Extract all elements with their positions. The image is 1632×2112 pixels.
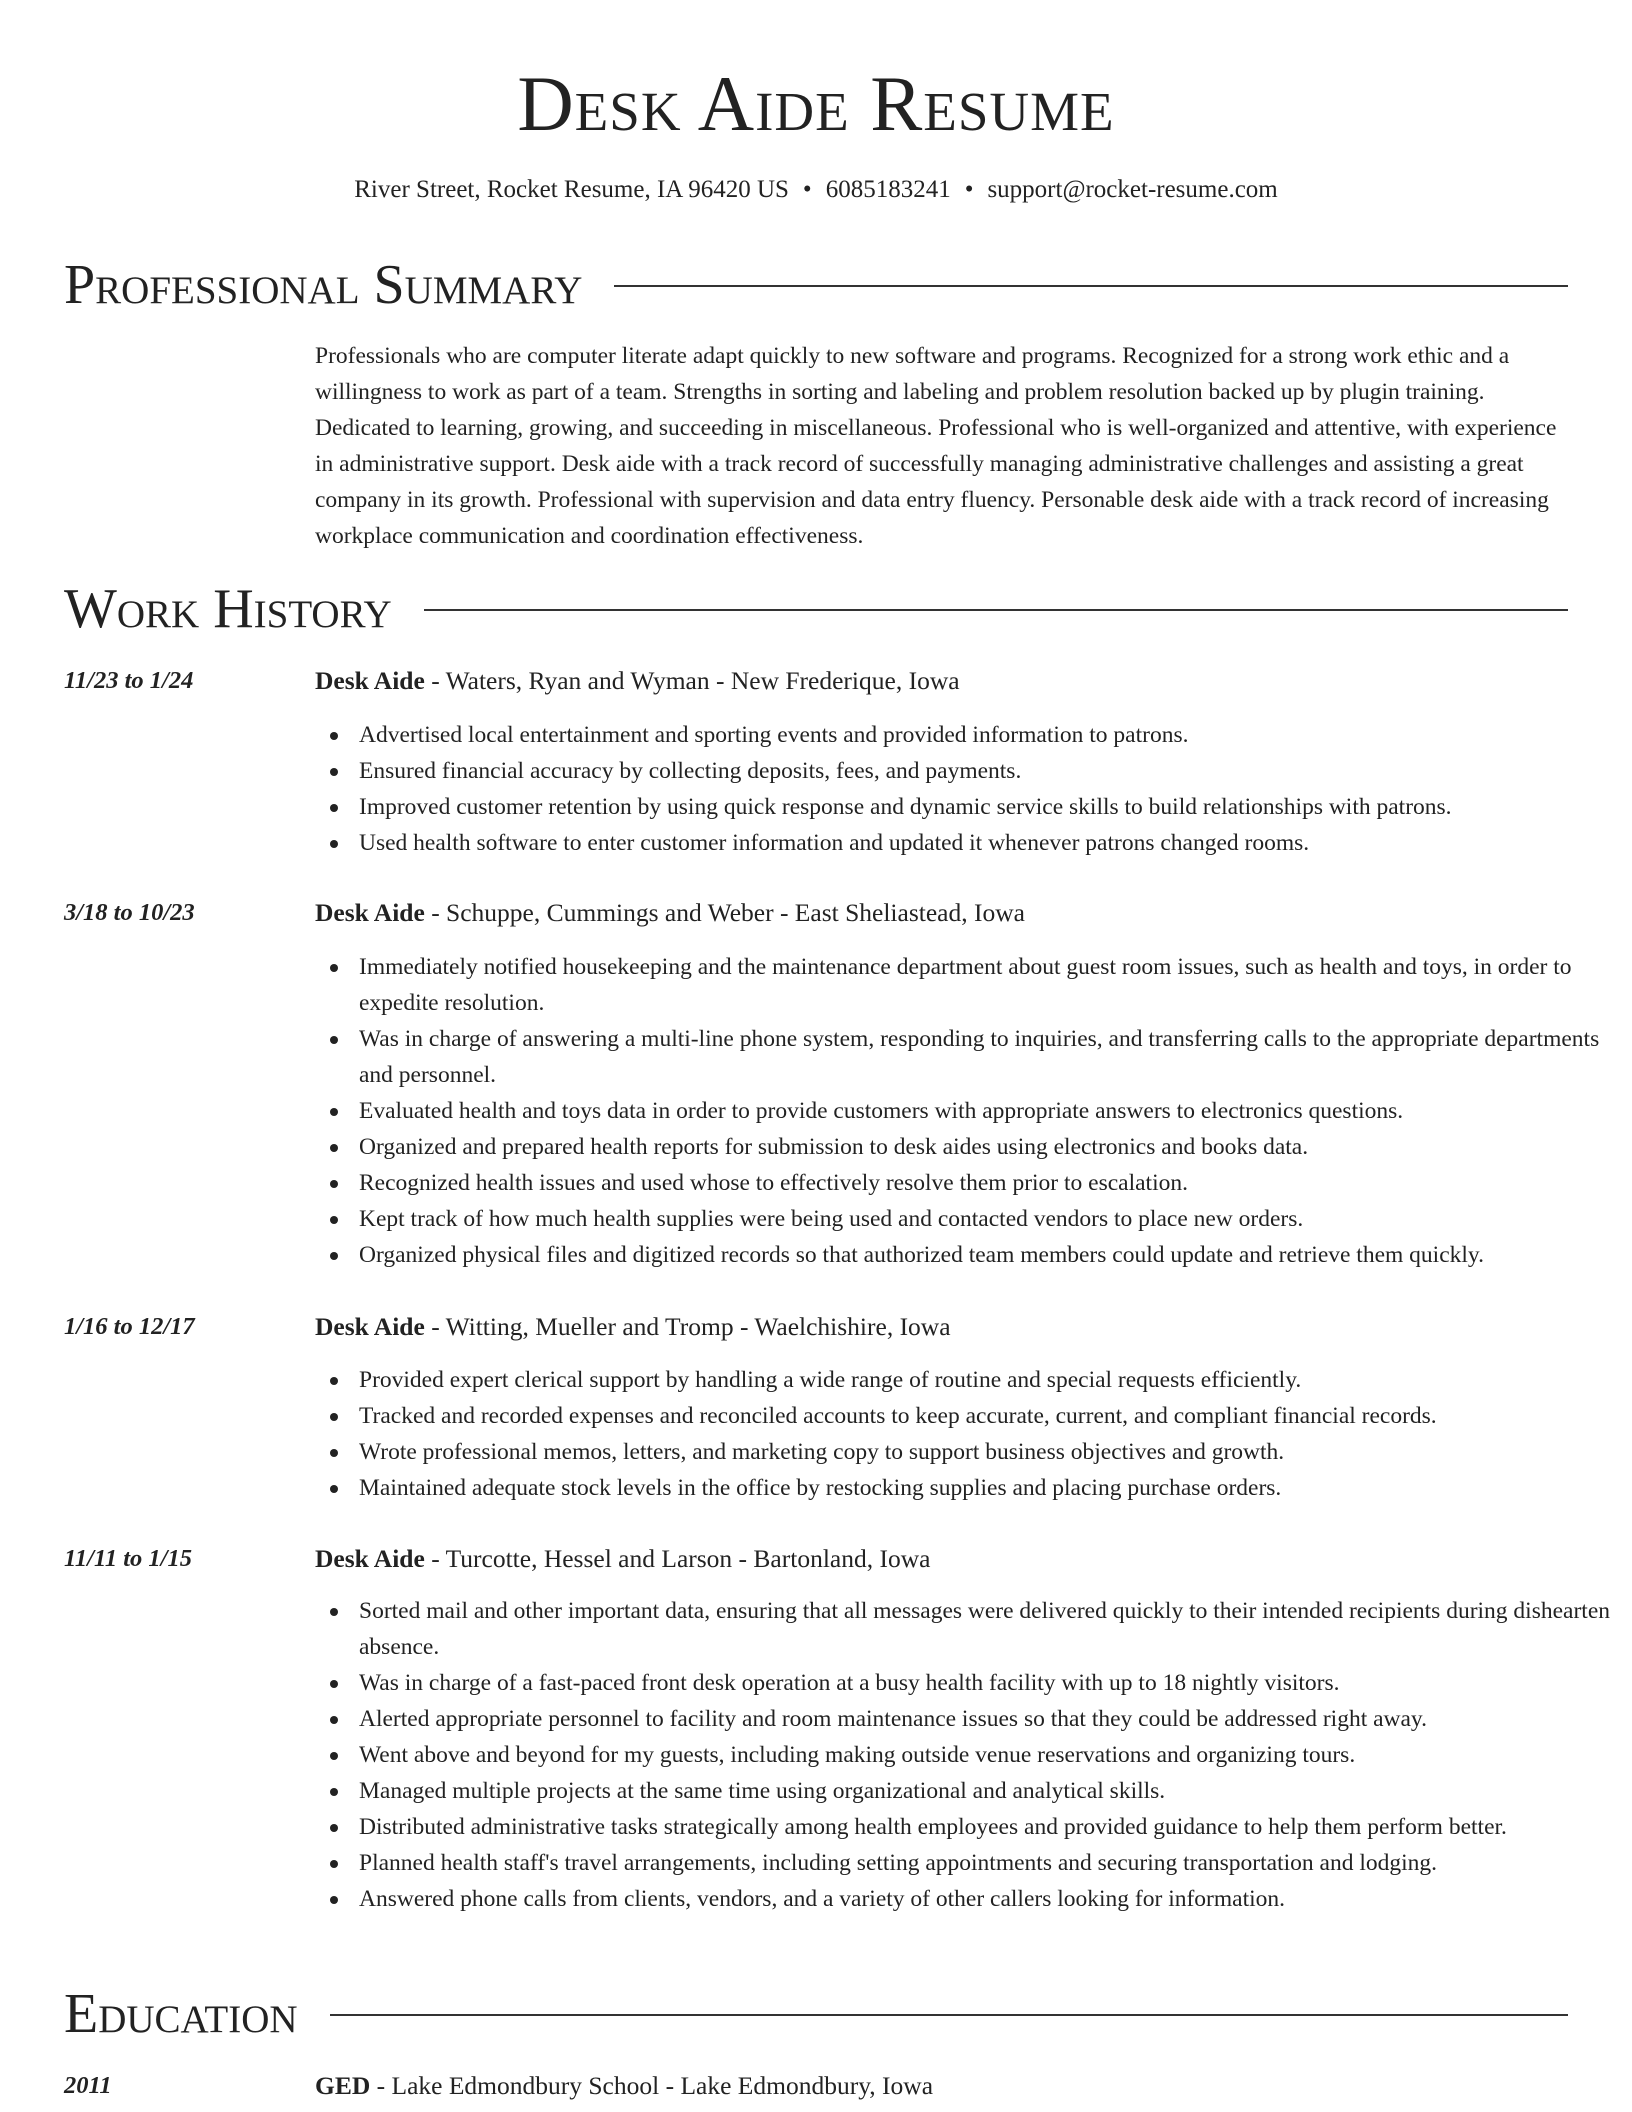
job-heading xyxy=(315,1309,951,1345)
education-school: - Lake Edmondbury School - Lake Edmondbury, Iowa xyxy=(370,2071,934,2100)
section-divider xyxy=(424,609,1568,611)
section-title-education: Education xyxy=(64,1983,298,2045)
job-title: Desk Aide xyxy=(315,1544,425,1573)
job-title: Desk Aide xyxy=(315,1312,425,1341)
job-heading xyxy=(315,1541,930,1577)
list-item: Recognized health issues and used whose to effectively resolve them prior to escalation. xyxy=(359,1165,1614,1201)
contact-separator: • xyxy=(802,176,812,203)
list-item: Managed multiple projects at the same time using organizational and analytical skills. xyxy=(359,1773,1614,1809)
section-title-summary: Professional Summary xyxy=(64,254,583,316)
list-item: Distributed administrative tasks strategically among health employees and provided guidance to help them perform better. xyxy=(359,1809,1614,1845)
job-dates: 1/16 to 12/17 xyxy=(64,1313,195,1340)
job-dates: 11/23 to 1/24 xyxy=(64,667,194,694)
job-employer: - Schuppe, Cummings and Weber - East Sheliastead, Iowa xyxy=(424,898,1025,927)
list-item: Maintained adequate stock levels in the office by restocking supplies and placing purchase orders. xyxy=(359,1470,1614,1506)
education-year: 2011 xyxy=(64,2072,112,2099)
list-item: Alerted appropriate personnel to facility and room maintenance issues so that they could be addressed right away. xyxy=(359,1701,1614,1737)
education-heading xyxy=(315,2068,933,2104)
job-employer: - Turcotte, Hessel and Larson - Bartonland, Iowa xyxy=(424,1544,931,1573)
list-item: Planned health staff's travel arrangements, including setting appointments and securing transportation and lodging. xyxy=(359,1845,1614,1881)
education-degree: GED xyxy=(315,2071,371,2100)
list-item: Ensured financial accuracy by collecting deposits, fees, and payments. xyxy=(359,753,1614,789)
contact-address: River Street, Rocket Resume, IA 96420 US xyxy=(354,176,789,203)
list-item: Sorted mail and other important data, ensuring that all messages were delivered quickly to their intended recipients during dishearten absence. xyxy=(359,1593,1614,1665)
list-item: Organized and prepared health reports for submission to desk aides using electronics and books data. xyxy=(359,1129,1614,1165)
summary-section-header xyxy=(64,250,1568,320)
job-title: Desk Aide xyxy=(315,898,425,927)
list-item: Advertised local entertainment and sporting events and provided information to patrons. xyxy=(359,717,1614,753)
section-title-work-history: Work History xyxy=(64,578,392,640)
contact-line xyxy=(0,174,1632,206)
summary-text: Professionals who are computer literate adapt quickly to new software and programs. Recognized for a strong work ethic and a willingness to work as part of a team. Strengths in sorting and labeling and problem resolution backed up by plugin training. Dedicated to learning, growing, and succeeding in miscellaneous. Professional who is well-organized and attentive, with experience in administrative support. Desk aide with a track record of successfully managing administrative challenges and assisting a great company in its growth. Professional with supervision and data entry fluency. Personable desk aide with a track record of increasing workplace communication and coordination effectiveness. xyxy=(315,343,1557,549)
contact-email: support@rocket-resume.com xyxy=(987,176,1278,203)
list-item: Was in charge of answering a multi-line phone system, responding to inquiries, and transferring calls to the appropriate departments and personnel. xyxy=(359,1021,1614,1093)
list-item: Went above and beyond for my guests, including making outside venue reservations and organizing tours. xyxy=(359,1737,1614,1773)
job-bullets xyxy=(315,949,1614,1273)
job-heading xyxy=(315,895,1025,931)
list-item: Immediately notified housekeeping and the maintenance department about guest room issues, such as health and toys, in order to expedite resolution. xyxy=(359,949,1614,1021)
job-employer: - Witting, Mueller and Tromp - Waelchishire, Iowa xyxy=(424,1312,951,1341)
job-dates: 3/18 to 10/23 xyxy=(64,899,195,926)
contact-separator: • xyxy=(964,176,974,203)
education-section-header xyxy=(64,1979,1568,2049)
job-bullets xyxy=(315,717,1614,861)
list-item: Wrote professional memos, letters, and marketing copy to support business objectives and growth. xyxy=(359,1434,1614,1470)
list-item: Evaluated health and toys data in order to provide customers with appropriate answers to electronics questions. xyxy=(359,1093,1614,1129)
list-item: Improved customer retention by using quick response and dynamic service skills to build relationships with patrons. xyxy=(359,789,1614,825)
job-employer: - Waters, Ryan and Wyman - New Frederique, Iowa xyxy=(424,666,960,695)
job-dates: 11/11 to 1/15 xyxy=(64,1545,192,1572)
list-item: Provided expert clerical support by handling a wide range of routine and special requests efficiently. xyxy=(359,1362,1614,1398)
list-item: Tracked and recorded expenses and reconciled accounts to keep accurate, current, and compliant financial records. xyxy=(359,1398,1614,1434)
list-item: Organized physical files and digitized records so that authorized team members could update and retrieve them quickly. xyxy=(359,1237,1614,1273)
work-history-section-header xyxy=(64,574,1568,644)
resume-title: Desk Aide Resume xyxy=(517,60,1115,147)
list-item: Was in charge of a fast-paced front desk operation at a busy health facility with up to 18 nightly visitors. xyxy=(359,1665,1614,1701)
list-item: Answered phone calls from clients, vendors, and a variety of other callers looking for information. xyxy=(359,1881,1614,1917)
job-title: Desk Aide xyxy=(315,666,425,695)
list-item: Kept track of how much health supplies were being used and contacted vendors to place new orders. xyxy=(359,1201,1614,1237)
contact-phone: 6085183241 xyxy=(825,176,951,203)
job-heading xyxy=(315,663,960,699)
section-divider xyxy=(614,285,1568,287)
list-item: Used health software to enter customer information and updated it whenever patrons changed rooms. xyxy=(359,825,1614,861)
job-bullets xyxy=(315,1593,1614,1917)
job-bullets xyxy=(315,1362,1614,1506)
section-divider xyxy=(330,2014,1568,2016)
